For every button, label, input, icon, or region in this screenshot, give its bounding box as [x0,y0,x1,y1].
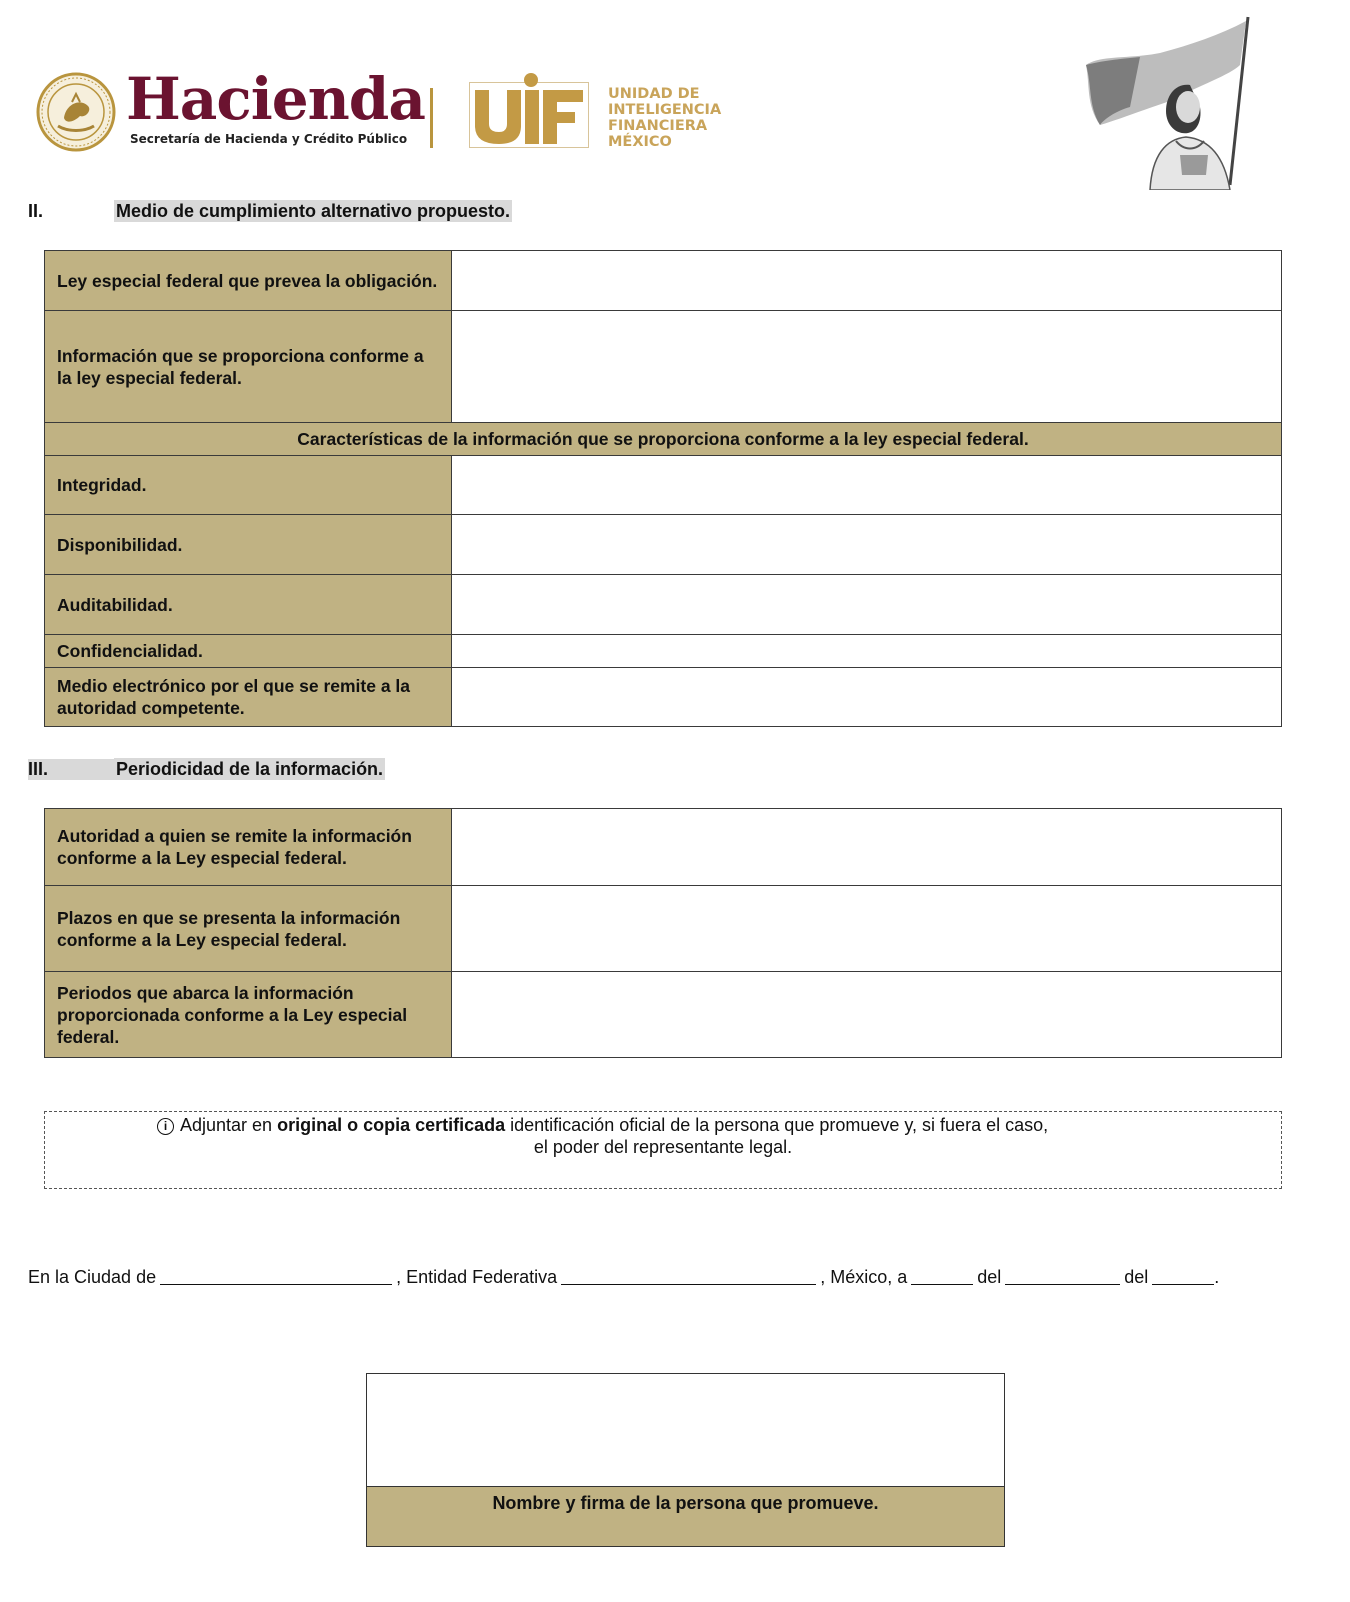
table-row [45,635,1282,668]
woman-flag-illustration-icon [1080,15,1255,190]
note-line: el poder del representante legal. [533,1137,793,1157]
section-number: III. [28,759,114,780]
row-label: Integridad. [45,456,452,515]
section-2-heading [28,201,512,222]
auditabilidad-field[interactable] [452,575,1282,635]
del-label: del [1124,1267,1149,1287]
uif-name [608,86,721,150]
city-blank[interactable] [160,1266,392,1285]
uif-logo-icon [469,72,589,148]
section-number: II. [28,201,44,221]
section-3-heading [28,759,385,780]
plazos-field[interactable] [452,886,1282,972]
uif-line: MÉXICO [608,134,672,150]
signature-label: Nombre y firma de la persona que promueve. [367,1487,1004,1546]
note-emphasis: original o copia certificada [277,1115,506,1135]
mexican-seal-icon [36,72,116,152]
integridad-field[interactable] [452,456,1282,515]
table-row [45,251,1282,311]
uif-line: UNIDAD DE [608,86,700,102]
row-label: Plazos en que se presenta la información conforme a la Ley especial federal. [45,886,452,972]
note-text: Adjuntar en [180,1115,278,1135]
periodos-field[interactable] [452,972,1282,1058]
uif-line: FINANCIERA [608,118,708,134]
informacion-field[interactable] [452,311,1282,423]
hacienda-subtitle: Secretaría de Hacienda y Crédito Público [130,132,408,146]
row-label: Disponibilidad. [45,515,452,575]
table-row [45,456,1282,515]
section-title: Periodicidad de la información. [116,759,384,779]
table-row [45,886,1282,972]
confidencialidad-field[interactable] [452,635,1282,668]
row-label: Periodos que abarca la información proporcionada conforme a la Ley especial federal. [45,972,452,1058]
table-row [45,575,1282,635]
header [36,60,796,160]
uif-line: INTELIGENCIA [608,102,722,118]
table-row [45,311,1282,423]
section-2-table [44,250,1282,727]
year-blank[interactable] [1152,1266,1214,1285]
day-blank[interactable] [911,1266,973,1285]
attachment-note [44,1111,1282,1189]
logo-divider [430,88,433,148]
end-punct: . [1214,1267,1220,1287]
info-icon: i [157,1118,174,1135]
table-row [45,809,1282,886]
row-label: Auditabilidad. [45,575,452,635]
signature-box [366,1373,1005,1547]
medio-electronico-field[interactable] [452,668,1282,727]
row-label: Medio electrónico por el que se remite a la autoridad competente. [45,668,452,727]
entity-blank[interactable] [561,1266,816,1285]
entity-label: , Entidad Federativa [396,1267,558,1287]
row-label: Ley especial federal que prevea la obligación. [45,251,452,311]
signature-area[interactable] [367,1374,1004,1487]
table-row [45,515,1282,575]
ley-especial-field[interactable] [452,251,1282,311]
autoridad-field[interactable] [452,809,1282,886]
del-label: del [977,1267,1002,1287]
section-3-table [44,808,1282,1058]
note-text: identificación oficial de la persona que promueve y, si fuera el caso, [505,1115,1049,1135]
city-label: En la Ciudad de [28,1267,157,1287]
row-label: Confidencialidad. [45,635,452,668]
disponibilidad-field[interactable] [452,515,1282,575]
table-row [45,972,1282,1058]
table-row [45,423,1282,456]
caracteristicas-header: Características de la información que se proporciona conforme a la ley especial federal. [45,423,1282,456]
country-label: , México, a [820,1267,908,1287]
month-blank[interactable] [1005,1266,1120,1285]
note-line [157,1114,1048,1136]
place-date-line [28,1266,1219,1288]
table-row [45,668,1282,727]
row-label: Autoridad a quien se remite la información conforme a la Ley especial federal. [45,809,452,886]
hacienda-logo-text: Hacienda [126,65,425,133]
row-label: Información que se proporciona conforme a la ley especial federal. [45,311,452,423]
section-title: Medio de cumplimiento alternativo propuesto. [116,201,511,221]
